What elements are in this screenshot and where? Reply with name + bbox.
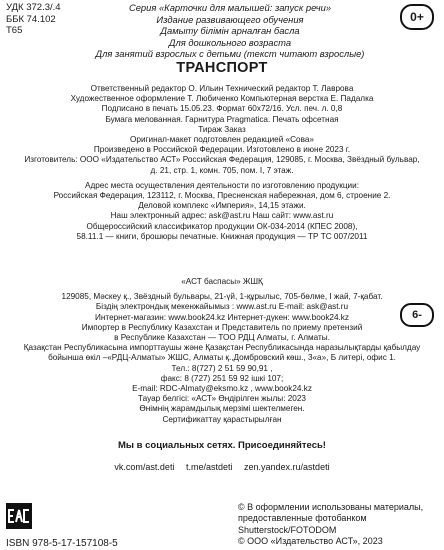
kz-line: Қазақстан Республикасына импорттаушы және Қазақстан Республикасында наразылықтарды қабылдау [23, 343, 421, 353]
isbn-number: ISBN 978-5-17-157108-5 [6, 538, 118, 549]
copyright-line: © ООО «Издательство АСТ», 2023 [238, 536, 383, 547]
kz-line: бойынша өкіл –«РДЦ-Алматы» ЖШС, Алматы қ.,Домбровский көш., 3«а», Б литері, офис 1. [48, 353, 396, 363]
imprint-line: 58.11.1 — книги, брошюры печатные. Книжная продукция — ТР ТС 007/2011 [76, 231, 368, 241]
kz-line: Тел.: 8(727) 2 51 59 90,91 , [171, 363, 273, 373]
eac-mark-icon [6, 503, 32, 529]
imprint-line: д. 21, стр. 1, комн. 705, пом. I, 7 этаж. [150, 165, 294, 175]
kz-line: факс: 8 (727) 251 59 92 ішкі 107; [160, 373, 284, 383]
udk-code: УДК 372.3/.4 [6, 2, 61, 13]
kz-line: Импортер в Республику Казахстан и Представитель по приему претензий [81, 322, 363, 332]
copyright-line: предоставленные фотобанком [238, 513, 367, 524]
imprint-line: Наш электронный адрес: ask@ast.ru Наш сайт: www.ast.ru [110, 211, 334, 221]
imprint-line: Бумага мелованная. Гарнитура Pragmatica. Печать офсетная [105, 114, 339, 124]
kz-age-rating-badge: 6- [400, 303, 434, 327]
series-block [60, 2, 400, 60]
imprint-line: Деловой комплекс «Империя», 14,15 этажи. [138, 201, 306, 211]
series-line: Для занятий взрослых с детьми (текст читают взрослые) [95, 48, 365, 60]
social-link-zen[interactable]: zen.yandex.ru/astdeti [244, 462, 330, 472]
kazakhstan-info-block [6, 277, 438, 425]
kz-line: Сертификаттау қарастырылған [162, 414, 282, 424]
social-link-vk[interactable]: vk.com/ast.deti [114, 462, 175, 472]
series-line: Для дошкольного возраста [168, 36, 292, 48]
imprint-line: Тираж Заказ [198, 124, 246, 134]
kz-line: Тауар белгісі: «АСТ» Өндірілген жылы: 2023 [138, 394, 306, 404]
book-title: ТРАНСПОРТ [176, 60, 268, 76]
kz-line: E-mail: RDC-Almaty@eksmo.kz , www.book24.kz [132, 384, 312, 394]
imprint-line: Художественное оформление Т. Любиченко Компьютерная верстка Е. Падалка [70, 94, 374, 104]
copyright-line: © В оформлении использованы материалы, [238, 502, 424, 512]
imprint-line: Изготовитель: ООО «Издательство АСТ» Российская Федерация, 129085, г. Москва, Звёздный бульвар, [24, 155, 420, 165]
copyright-line: Shutterstock/FOTODOM [238, 524, 337, 535]
series-line: Издание развивающего обучения [156, 13, 304, 25]
kz-line: «АСТ баспасы» ЖШҚ [181, 277, 263, 286]
imprint-block [6, 84, 438, 242]
copyright-block [238, 502, 423, 548]
author-mark: Т65 [6, 25, 23, 37]
social-heading: Мы в социальных сетях. Присоединяйтесь! [118, 440, 326, 451]
kz-line: 129085, Мәскеу қ., Звёздный бульвары, 21-үй, 1-құрылыс, 705-бөлме, I жай, 7-қабат. [61, 292, 383, 302]
imprint-line: Адрес места осуществления деятельности по изготовлению продукции: [85, 180, 359, 190]
imprint-line: Произведено в Российской Федерации. Изготовлено в июне 2023 г. [93, 145, 351, 155]
udk-bbk-block [6, 2, 61, 37]
bbk-code: ББК 74.102 [6, 13, 56, 25]
series-line: Серия «Карточки для малышей: запуск речи» [128, 2, 332, 13]
imprint-line: Общероссийский классификатор продукции ОК-034-2014 (КПЕС 2008), [86, 221, 358, 231]
kz-line: Интернет-магазин: www.book24.kz Интернет-дүкен: www.book24.kz [95, 312, 349, 322]
kz-line: Біздің электрондық мекенжайымыз : www.ast.ru E-mail: ask@ast.ru [95, 302, 349, 312]
kz-line: в Республике Казахстан — ТОО РДЦ Алматы, г. Алматы. [114, 333, 330, 343]
kz-line: Өнімнің жарамдылық мерзімі шектелмеген. [139, 404, 305, 414]
age-rating-badge: 0+ [400, 4, 434, 30]
series-line: Дамыту білімін арналған басла [160, 25, 300, 37]
imprint-line: Российская Федерация, 123112, г. Москва, Пресненская набережная, дом 6, строение 2. [53, 191, 391, 201]
social-link-telegram[interactable]: t.me/astdeti [185, 462, 233, 472]
imprint-line: Ответственный редактор О. Ильин Технический редактор Т. Лаврова [90, 84, 354, 93]
imprint-line: Оригинал-макет подготовлен редакцией «Сова» [130, 135, 314, 145]
imprint-line: Подписано в печать 15.05.23. Формат 60х72/16. Усл. печ. л. 0,8 [101, 104, 343, 114]
social-links [0, 462, 444, 472]
